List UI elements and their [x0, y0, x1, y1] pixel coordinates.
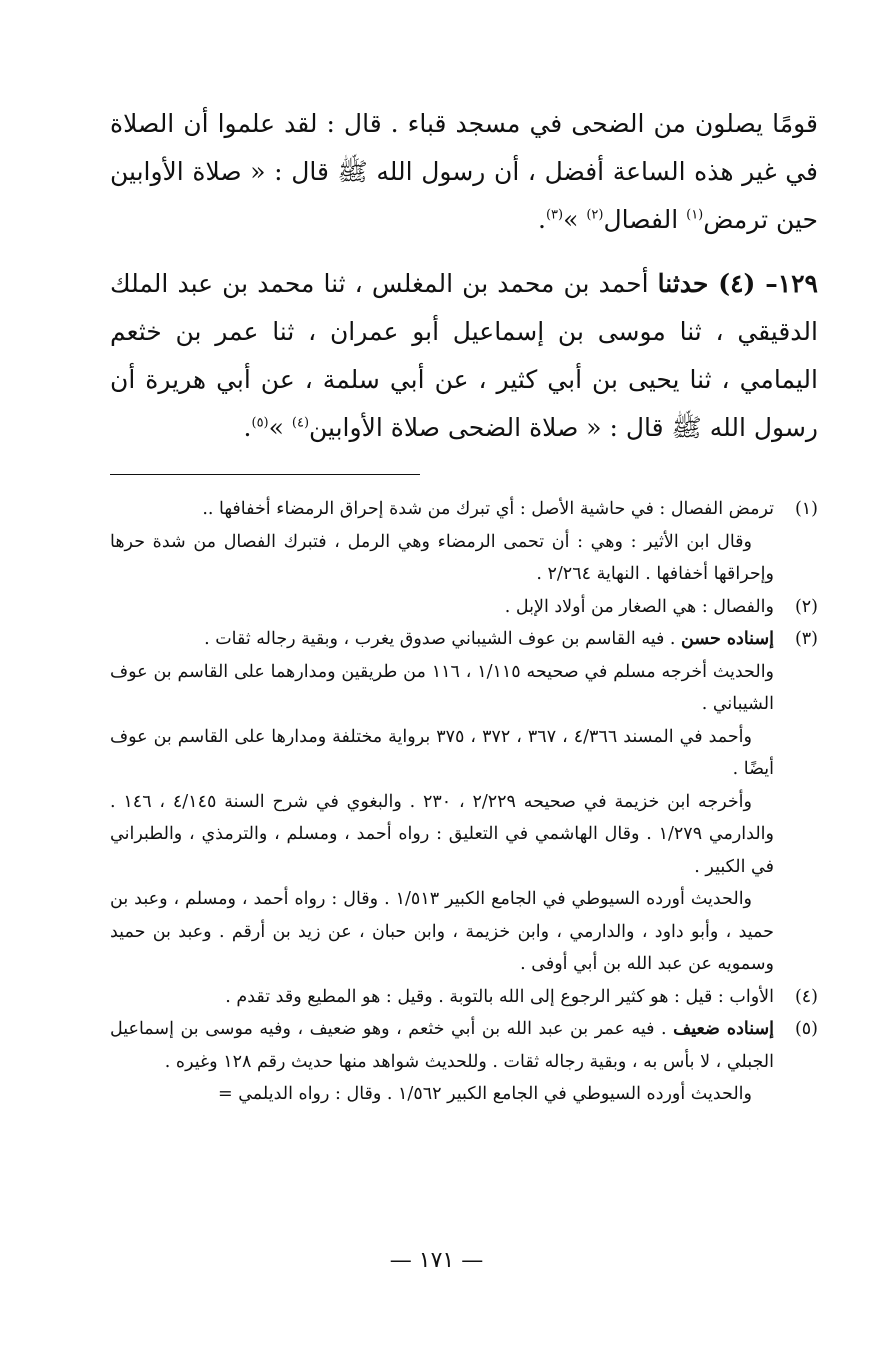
main-paragraph-2 — [110, 260, 818, 452]
footnote-ref-5: (٥) — [251, 415, 269, 431]
footnote-4-body — [110, 981, 774, 1014]
footnote-2 — [110, 591, 818, 624]
footnote-5-number: (٥) — [794, 1019, 818, 1039]
footnote-3-line-5: والحديث أورده السيوطي في الجامع الكبير ١/٥١٣ . وقال : رواه أحمد ، ومسلم ، وعبد بن حميد ، وأبو داود ، والدارمي ، وابن خزيمة ، وابن حبان ، عن زيد بن أرقم . وعبد بن حميد وسمويه عن عبد الله بن أبي أوفى . — [110, 889, 774, 974]
footnote-3 — [110, 623, 818, 981]
footnote-ref-4: (٤) — [291, 415, 310, 431]
footnote-4-number: (٤) — [794, 986, 818, 1007]
page-content — [110, 100, 818, 1111]
footnote-4 — [110, 981, 818, 1014]
paragraph-1-text-d: . — [538, 205, 546, 234]
page-number: — ١٧١ — — [389, 1248, 484, 1273]
paragraph-1-text-b: الفصال — [603, 205, 687, 234]
footnote-5-body — [110, 1013, 774, 1111]
footnote-5-line-1 — [110, 1013, 774, 1078]
footnote-3-line-2: والحديث أخرجه مسلم في صحيحه ١/١١٥ ، ١١٦ من طريقين ومدارهما على القاسم بن عوف الشيباني . — [110, 661, 775, 714]
footnote-3-number: (٣) — [794, 629, 818, 649]
footnote-1-line-1: ترمض الفصال : في حاشية الأصل : أي تبرك من شدة إحراق الرمضاء أخفافها .. — [202, 499, 774, 519]
footnotes — [110, 493, 818, 1111]
footnote-3-grading: إسناده حسن — [681, 629, 774, 649]
footnote-2-body — [110, 591, 774, 624]
footnote-1-line-2: وقال ابن الأثير : وهي : أن تحمى الرمضاء وهي الرمل ، فتبرك الفصال من شدة حرها وإحراقها أخفافها . النهاية ٢/٢٦٤ . — [110, 531, 774, 584]
footnote-2-line-1: والفصال : هي الصغار من أولاد الإبل . — [504, 596, 774, 617]
paragraph-2-text-a: أحمد بن محمد بن المغلس ، ثنا محمد بن عبد الملك الدقيقي ، ثنا موسى بن إسماعيل أبو عمران ، ثنا عمر بن خثعم اليمامي ، ثنا يحيى بن أبي كثير ، عن أبي سلمة ، عن أبي هريرة أن رسول الله ﷺ قال : « صلاة الضحى صلاة الأوابين — [110, 269, 818, 442]
paragraph-2-text-c: . — [243, 413, 252, 442]
footnote-1-number: (١) — [794, 499, 818, 519]
paragraph-2-text-b: » — [268, 413, 292, 442]
footnote-3-line-4: وأخرجه ابن خزيمة في صحيحه ٢/٢٢٩ ، ٢٣٠ . والبغوي في شرح السنة ٤/١٤٥ ، ١٤٦ . والدارمي ١/٢٧٩ . وقال الهاشمي في التعليق : رواه أحمد ، ومسلم ، والترمذي ، والطبراني في الكبير . — [110, 791, 774, 877]
footnote-1 — [110, 493, 818, 591]
footnote-3-line-3: وأحمد في المسند ٤/٣٦٦ ، ٣٦٧ ، ٣٧٢ ، ٣٧٥ برواية مختلفة ومدارها على القاسم بن عوف أيضًا . — [110, 726, 774, 779]
footnote-3-line-1-text: . فيه القاسم بن عوف الشيباني صدوق يغرب ، وبقية رجاله ثقات . — [204, 629, 682, 649]
footnote-5-line-2: والحديث أورده السيوطي في الجامع الكبير ١/٥٦٢ . وقال : رواه الديلمي = — [217, 1084, 752, 1104]
paragraph-1-text-c: » — [563, 205, 587, 234]
footnote-5-grading: إسناده ضعيف — [673, 1019, 775, 1039]
footnote-ref-2: (٢) — [586, 207, 604, 223]
footnote-ref-3: (٣) — [545, 207, 564, 223]
footnote-3-body — [110, 623, 774, 981]
footnote-3-line-1 — [110, 623, 774, 656]
footnote-ref-1: (١) — [686, 207, 704, 223]
footnote-divider — [110, 474, 420, 475]
footnote-2-number: (٢) — [794, 596, 818, 617]
footnote-4-line-1: الأواب : قيل : هو كثير الرجوع إلى الله بالتوبة . وقيل : هو المطيع وقد تقدم . — [225, 986, 774, 1007]
footnote-1-body — [110, 493, 774, 591]
footnote-5-line-1-text: . فيه عمر بن عبد الله بن أبي خثعم ، وهو ضعيف ، وفيه موسى بن إسماعيل الجبلي ، لا بأس به ، وبقية رجاله ثقات . وللحديث شواهد منها حديث رقم ١٢٨ وغيره . — [110, 1019, 774, 1072]
paragraph-1-text-a: قومًا يصلون من الضحى في مسجد قباء . قال : لقد علموا أن الصلاة في غير هذه الساعة أفضل ، أن رسول الله ﷺ قال : « صلاة الأوابين حين ترمض — [110, 109, 818, 234]
footnote-divider-wrap — [110, 452, 818, 493]
footnote-5 — [110, 1013, 818, 1111]
main-paragraph-1 — [110, 100, 818, 244]
hadith-number: ١٢٩– (٤) حدثنا — [657, 269, 818, 298]
